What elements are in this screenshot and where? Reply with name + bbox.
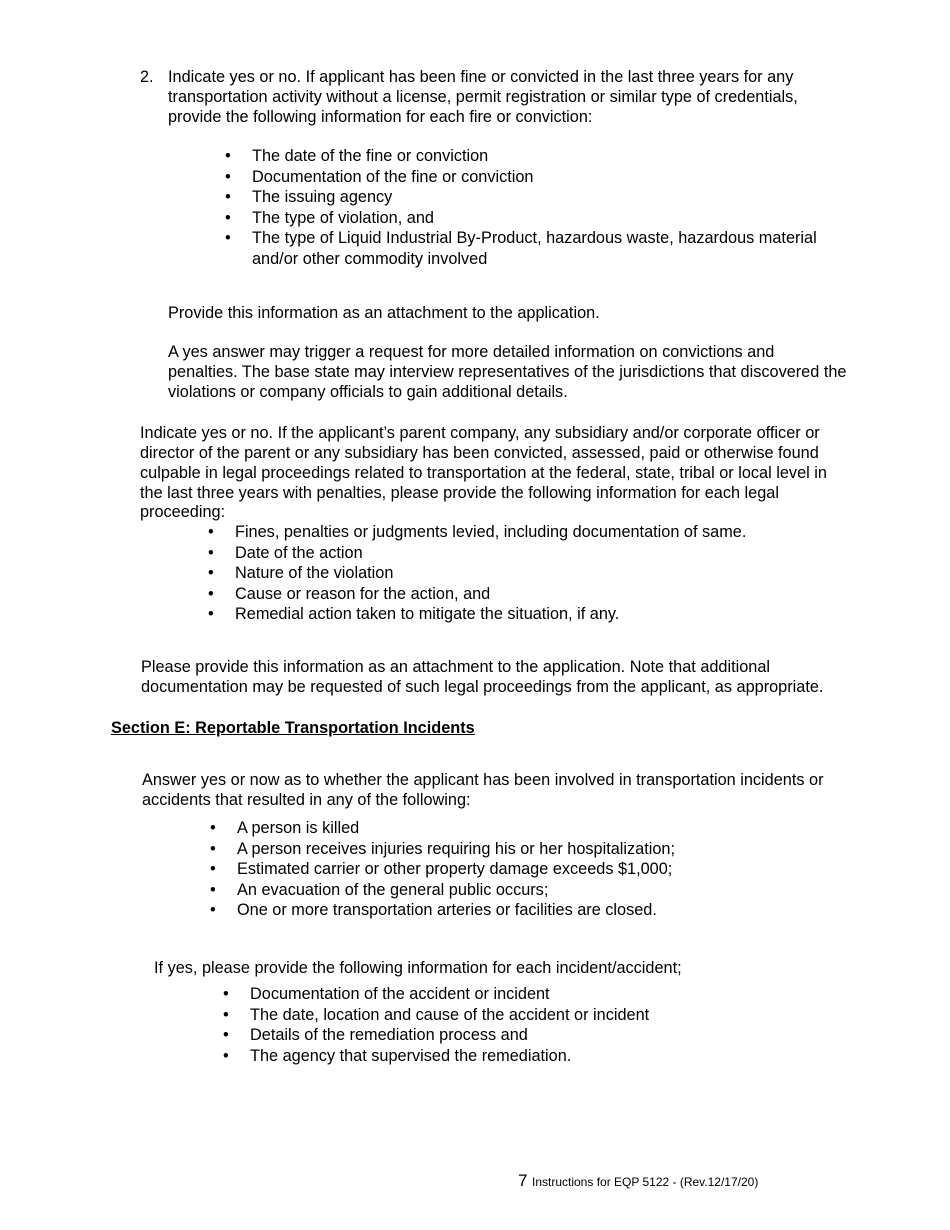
list-item: • The type of Liquid Industrial By-Product, hazardous waste, hazardous material and/or other commodity involved (225, 228, 825, 269)
footer-doc-title: Instructions for EQP 5122 - (Rev.12/17/20) (532, 1175, 759, 1189)
list-item: • Details of the remediation process and (223, 1025, 843, 1046)
list-item: • The type of violation, and (225, 208, 825, 229)
list-item: • The date of the fine or conviction (225, 146, 825, 167)
list-item: • Remedial action taken to mitigate the situation, if any. (208, 604, 848, 625)
list-item: • The agency that supervised the remediation. (223, 1046, 843, 1067)
if-yes-instruction: If yes, please provide the following information for each incident/accident; (154, 959, 682, 978)
section-e-intro: Answer yes or now as to whether the applicant has been involved in transportation incidents or accidents that resulted in any of the following: (142, 771, 824, 810)
item-2-number: 2. (140, 68, 154, 86)
legal-proceeding-bullet-list (208, 522, 848, 625)
incident-info-bullet-list (223, 984, 843, 1066)
page-footer (518, 1171, 918, 1193)
list-item: • One or more transportation arteries or facilities are closed. (210, 900, 830, 921)
list-item: • Date of the action (208, 543, 848, 564)
incident-criteria-bullet-list (210, 818, 830, 921)
list-item: • Nature of the violation (208, 563, 848, 584)
legal-attachment-note: Please provide this information as an attachment to the application. Note that additional documentation may be requested of such legal proceedings from the applicant, as appropriate. (141, 658, 824, 697)
list-item: • A person receives injuries requiring his or her hospitalization; (210, 839, 830, 860)
fine-conviction-bullet-list (225, 146, 825, 270)
section-e-heading: Section E: Reportable Transportation Incidents (111, 719, 475, 737)
list-item: • The issuing agency (225, 187, 825, 208)
list-item: • Estimated carrier or other property damage exceeds $1,000; (210, 859, 830, 880)
page-number: 7 (518, 1171, 528, 1190)
list-item: • An evacuation of the general public occurs; (210, 880, 830, 901)
attachment-note: Provide this information as an attachment to the application. (168, 304, 600, 323)
list-item: • A person is killed (210, 818, 830, 839)
list-item: • Documentation of the fine or conviction (225, 167, 825, 188)
yes-answer-note: A yes answer may trigger a request for more detailed information on convictions and penalties. The base state may interview representatives of the jurisdictions that discovered the violations or company officials to gain additional details. (168, 343, 847, 401)
list-item: • The date, location and cause of the accident or incident (223, 1005, 843, 1026)
item-2-text: Indicate yes or no. If applicant has been fine or convicted in the last three years for any transportation activity without a license, permit registration or similar type of credentials, provide the following information for each fire or conviction: (168, 68, 798, 126)
list-item: • Documentation of the accident or incident (223, 984, 843, 1005)
list-item: • Fines, penalties or judgments levied, including documentation of same. (208, 522, 848, 543)
parent-company-paragraph: Indicate yes or no. If the applicant’s parent company, any subsidiary and/or corporate officer or director of the parent or any subsidiary has been convicted, assessed, paid or otherwise found culpable in legal proceedings related to transportation at the federal, state, tribal or local level in the last three years with penalties, please provide the following information for each legal proceeding: (140, 424, 827, 522)
list-item: • Cause or reason for the action, and (208, 584, 848, 605)
